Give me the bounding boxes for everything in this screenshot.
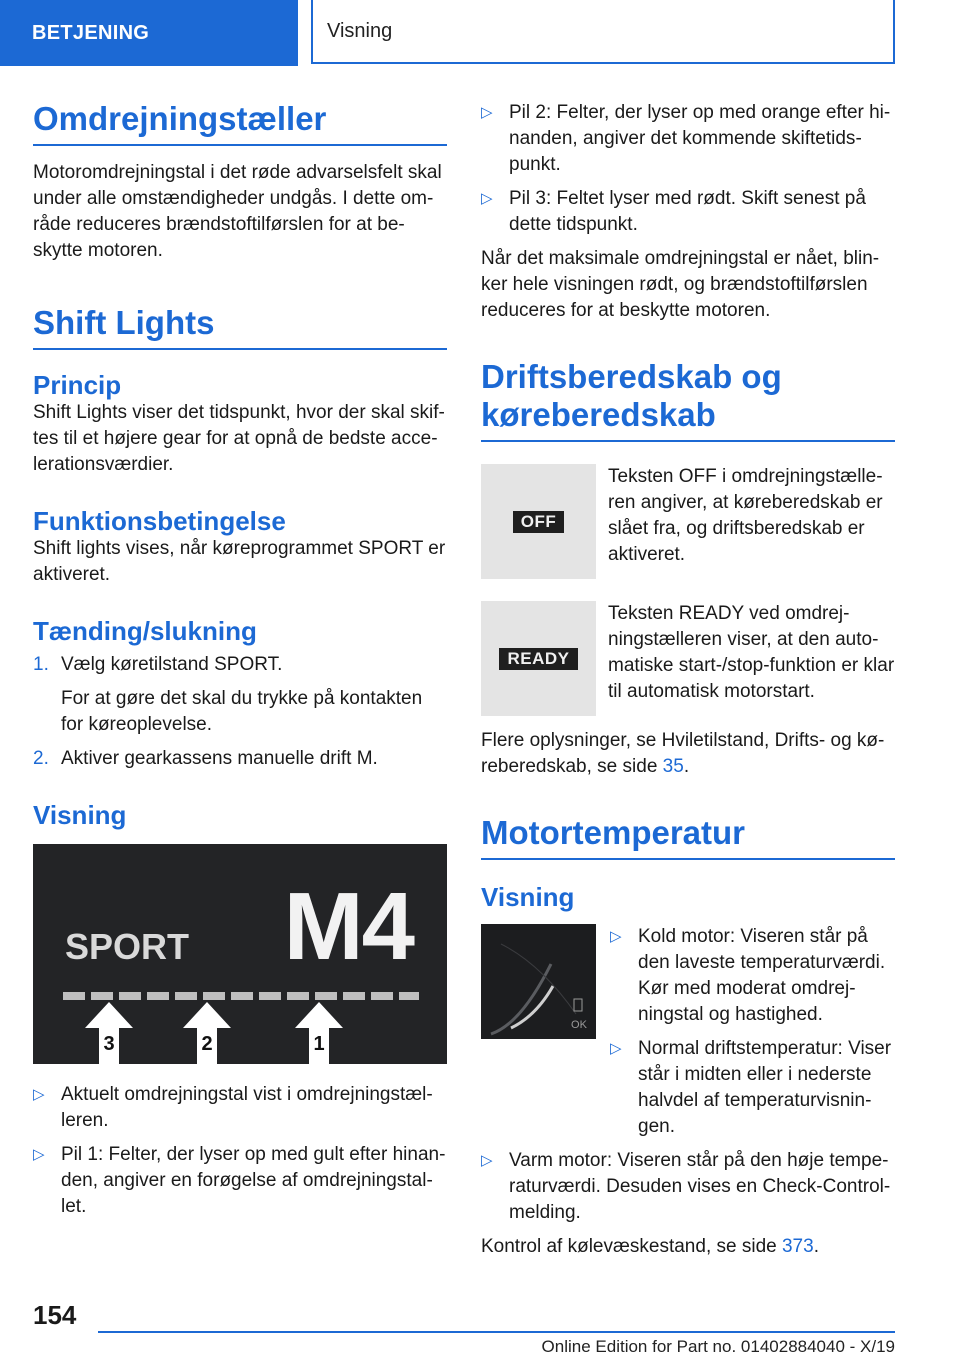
temp-figure <box>481 924 895 1148</box>
list-item <box>610 924 895 1028</box>
heading-shift-lights: Shift Lights <box>33 304 447 350</box>
section-tab: BETJENING <box>0 0 298 66</box>
paragraph-ready: Teksten READY ved omdrejningstælleren viser, at den automatiske start-/stop-funktion er klar til automatisk motorstart. <box>608 603 895 702</box>
arrow-up-icon <box>183 1002 231 1064</box>
flere-text: Flere oplysninger, se Hviletilstand, Drifts- og køreberedskab, se side <box>481 730 885 777</box>
step-number: 2. <box>33 748 49 769</box>
step-number: 1. <box>33 654 49 675</box>
triangle-bullet-icon: ▷ <box>481 190 493 207</box>
shift-lights-image <box>33 844 447 1064</box>
list-item <box>481 100 895 178</box>
heading-princip: Princip <box>33 370 122 400</box>
triangle-bullet-icon: ▷ <box>33 1146 45 1163</box>
bullet-text: Pil 3: Feltet lyser med rødt. Skift senest på dette tidspunkt. <box>509 188 866 235</box>
arrow-label: 1 <box>313 1033 325 1055</box>
ready-badge: READY <box>499 648 577 670</box>
heading-funktionsbetingelse: Funktionsbetingelse <box>33 506 286 536</box>
heading-visning: Visning <box>33 800 127 830</box>
temperature-gauge-icon <box>481 924 596 1039</box>
off-badge-image <box>481 464 596 579</box>
gear-indicator: M4 <box>283 873 413 980</box>
paragraph-kontrol: Kontrol af kølevæskestand, se side 373. <box>481 1236 819 1257</box>
chapter-title: Visning <box>311 0 895 64</box>
heading-motortemperatur: Motortemperatur <box>481 814 895 860</box>
paragraph-flere: Flere oplysninger, se Hviletilstand, Drifts- og køreberedskab, se side 35. <box>481 730 885 777</box>
ready-badge-image <box>481 601 596 716</box>
heading-taending-slukning: Tænding/slukning <box>33 616 257 646</box>
temperature-bullets <box>610 924 895 1148</box>
triangle-bullet-icon: ▷ <box>33 1086 45 1103</box>
step-subtext: For at gøre det skal du trykke på kontakten for køreoplevelse. <box>61 688 423 735</box>
ready-figure <box>481 601 895 716</box>
list-item <box>33 1142 447 1220</box>
shift-lights-bullets <box>33 1082 447 1220</box>
heading-driftsberedskab: Driftsberedskab og køreberedskab <box>481 358 895 442</box>
left-column <box>33 100 447 1228</box>
temperature-bullets-warm <box>481 1148 895 1226</box>
list-item <box>33 652 447 738</box>
bullet-text: Pil 2: Felter, der lyser op med orange efter hinanden, angiver det kommende skiftetidspunkt. <box>509 102 891 175</box>
paragraph-off: Teksten OFF i omdrejningstælleren angiver, at køreberedskab er slået fra, og driftsberedskab er aktiveret. <box>608 466 883 565</box>
arrow-up-icon <box>85 1002 133 1064</box>
step-text: Aktiver gearkassens manuelle drift M. <box>61 748 378 769</box>
triangle-bullet-icon: ▷ <box>481 104 493 121</box>
bullet-text: Aktuelt omdrejningstal vist i omdrejningstælleren. <box>61 1084 433 1131</box>
triangle-bullet-icon: ▷ <box>610 1040 622 1057</box>
steps-list <box>33 652 447 772</box>
paragraph-princip: Shift Lights viser det tidspunkt, hvor der skal skiftes til et højere gear for at opnå de bedste accelerationsværdier. <box>33 402 445 475</box>
page-number: 154 <box>33 1300 77 1330</box>
footer-divider <box>98 1331 895 1333</box>
step-text: Vælg køretilstand SPORT. <box>61 654 283 675</box>
temperature-gauge-image <box>481 924 596 1039</box>
list-item <box>481 186 895 238</box>
list-item <box>33 1082 447 1134</box>
shift-light-bar <box>63 992 419 1000</box>
triangle-bullet-icon: ▷ <box>610 928 622 945</box>
gauge-ok-label: OK <box>571 1019 587 1031</box>
list-item <box>481 1148 895 1226</box>
bullet-text: Pil 1: Felter, der lyser op med gult efter hinanden, angiver en forøgelse af omdrejningstallet. <box>61 1144 446 1217</box>
paragraph-omdrejningstaeller: Motoromdrejningstal i det røde advarselsfelt skal under alle omstændigheder undgås. I dette område reduceres brændstoftilførslen for at beskytte motoren. <box>33 162 442 261</box>
bullet-text: Varm motor: Viseren står på den høje temperaturværdi. Desuden vises en Check-Control-melding. <box>509 1150 891 1223</box>
heading-omdrejningstaeller: Omdrejningstæller <box>33 100 447 146</box>
mode-label: SPORT <box>65 926 190 967</box>
paragraph-funktionsbetingelse: Shift lights vises, når køreprogrammet SPORT er aktiveret. <box>33 538 446 585</box>
arrow-label: 3 <box>103 1033 115 1055</box>
off-figure <box>481 464 895 579</box>
shift-lights-bullets-cont <box>481 100 895 238</box>
off-badge: OFF <box>513 511 565 533</box>
arrow-label: 2 <box>201 1033 213 1055</box>
triangle-bullet-icon: ▷ <box>481 1152 493 1169</box>
footer-edition: Online Edition for Part no. 01402884040 - X/19 <box>541 1337 895 1356</box>
page-link-373[interactable]: 373 <box>781 1236 814 1257</box>
right-column <box>481 100 895 1260</box>
list-item <box>33 746 447 772</box>
bullet-text: Normal driftstemperatur: Viser står i midten eller i nederste halvdel af temperaturvisningen. <box>638 1038 892 1137</box>
list-item <box>610 1036 895 1140</box>
heading-visning-temp: Visning <box>481 882 575 912</box>
arrow-up-icon <box>295 1002 343 1064</box>
paragraph-max-rpm: Når det maksimale omdrejningstal er nået, blinker hele visningen rødt, og brændstoftilførslen reduceres for at beskytte motoren. <box>481 248 880 321</box>
kontrol-text: Kontrol af kølevæskestand, se side <box>481 1236 782 1257</box>
bullet-text: Kold motor: Viseren står på den laveste temperaturværdi. Kør med moderat omdrejningstal og hastighed. <box>638 926 886 1025</box>
page-link-35[interactable]: 35 <box>662 756 684 777</box>
